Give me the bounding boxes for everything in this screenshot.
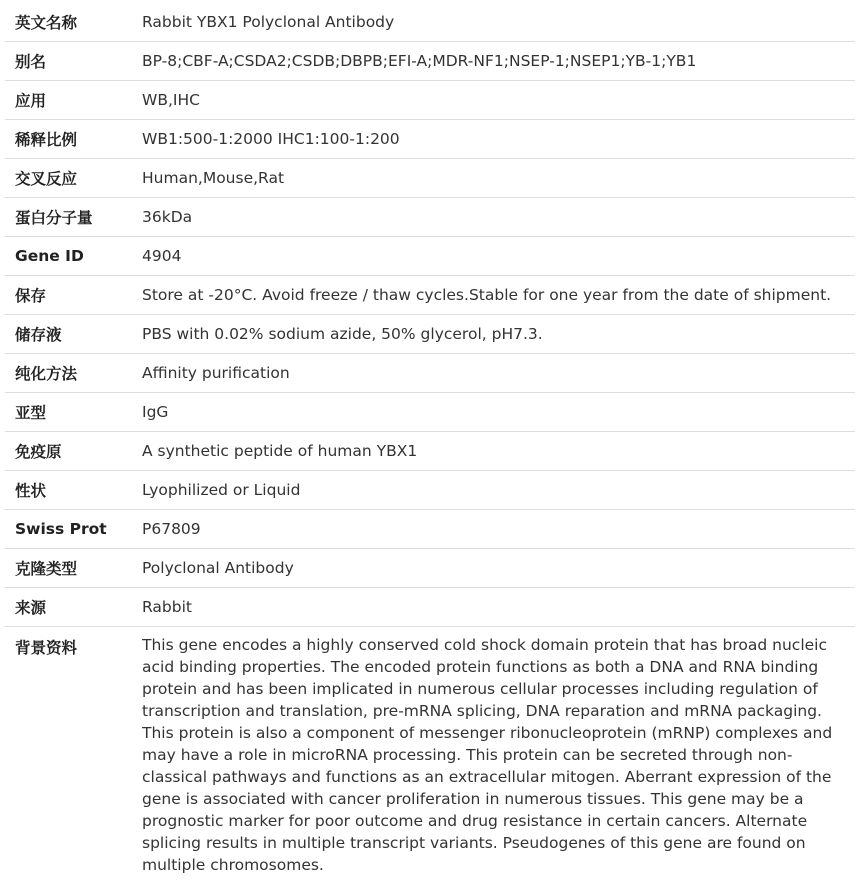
table-row bbox=[5, 276, 855, 315]
row-label: 蛋白分子量 bbox=[5, 198, 142, 237]
row-label: 英文名称 bbox=[5, 3, 142, 42]
row-value: WB,IHC bbox=[142, 81, 855, 120]
row-label: 应用 bbox=[5, 81, 142, 120]
row-value: Store at -20°C. Avoid freeze / thaw cycles.Stable for one year from the date of shipment. bbox=[142, 276, 855, 315]
row-value: A synthetic peptide of human YBX1 bbox=[142, 432, 855, 471]
row-label: Gene ID bbox=[5, 237, 142, 276]
background-paragraph: This gene encodes a highly conserved cold shock domain protein that has broad nucleic acid binding properties. The encoded protein functions as both a DNA and RNA binding protein and has been implicated in numerous cellular processes including regulation of transcription and translation, pre-mRNA splicing, DNA reparation and mRNA packaging. This protein is also a component of messenger ribonucleoprotein (mRNP) complexes and may have a role in microRNA processing. This protein can be secreted through non-classical pathways and functions as an extracellular mitogen. Aberrant expression of the gene is associated with cancer proliferation in numerous tissues. This gene may be a prognostic marker for poor outcome and drug resistance in certain cancers. Alternate splicing results in multiple transcript variants. Pseudogenes of this gene are found on multiple chromosomes. bbox=[142, 627, 855, 882]
row-label: 背景资料 bbox=[5, 627, 142, 882]
row-label: 性状 bbox=[5, 471, 142, 510]
row-value: BP-8;CBF-A;CSDA2;CSDB;DBPB;EFI-A;MDR-NF1;NSEP-1;NSEP1;YB-1;YB1 bbox=[142, 42, 855, 81]
table-row bbox=[5, 3, 855, 42]
row-label: 克隆类型 bbox=[5, 549, 142, 588]
table-row bbox=[5, 198, 855, 237]
table-row bbox=[5, 120, 855, 159]
row-value: Rabbit bbox=[142, 588, 855, 627]
table-row bbox=[5, 42, 855, 81]
row-value: Affinity purification bbox=[142, 354, 855, 393]
row-value: Rabbit YBX1 Polyclonal Antibody bbox=[142, 3, 855, 42]
table-row bbox=[5, 393, 855, 432]
row-label: 稀释比例 bbox=[5, 120, 142, 159]
row-label: 亚型 bbox=[5, 393, 142, 432]
row-label: 别名 bbox=[5, 42, 142, 81]
row-value: WB1:500-1:2000 IHC1:100-1:200 bbox=[142, 120, 855, 159]
product-spec-table bbox=[5, 3, 855, 882]
table-row bbox=[5, 471, 855, 510]
table-row bbox=[5, 81, 855, 120]
table-row bbox=[5, 315, 855, 354]
row-value: Polyclonal Antibody bbox=[142, 549, 855, 588]
row-label: 纯化方法 bbox=[5, 354, 142, 393]
row-label: 来源 bbox=[5, 588, 142, 627]
row-value: 36kDa bbox=[142, 198, 855, 237]
row-value: P67809 bbox=[142, 510, 855, 549]
row-value: Human,Mouse,Rat bbox=[142, 159, 855, 198]
table-row bbox=[5, 549, 855, 588]
row-value: 4904 bbox=[142, 237, 855, 276]
table-row bbox=[5, 354, 855, 393]
row-label: 免疫原 bbox=[5, 432, 142, 471]
row-label: 储存液 bbox=[5, 315, 142, 354]
table-row bbox=[5, 432, 855, 471]
row-label: 交叉反应 bbox=[5, 159, 142, 198]
table-row bbox=[5, 588, 855, 627]
table-row bbox=[5, 159, 855, 198]
row-label: 保存 bbox=[5, 276, 142, 315]
row-value: Lyophilized or Liquid bbox=[142, 471, 855, 510]
table-row-background bbox=[5, 627, 855, 882]
row-value: IgG bbox=[142, 393, 855, 432]
table-row bbox=[5, 237, 855, 276]
table-row bbox=[5, 510, 855, 549]
row-label: Swiss Prot bbox=[5, 510, 142, 549]
row-value: PBS with 0.02% sodium azide, 50% glycerol, pH7.3. bbox=[142, 315, 855, 354]
